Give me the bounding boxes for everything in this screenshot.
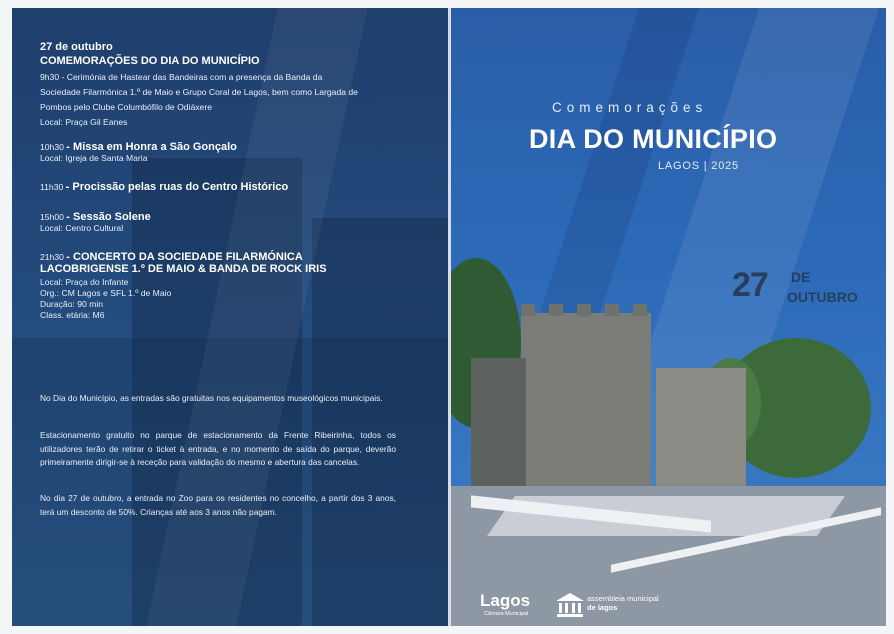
event-location: Local: Centro Cultural <box>40 223 124 233</box>
event-title: Procissão pelas ruas do Centro Histórico <box>72 181 289 193</box>
assembly-logo-line2: de lagos <box>587 603 618 612</box>
day-preposition: DE <box>791 269 811 285</box>
merlon <box>633 304 647 316</box>
event-title: Missa em Honra a São Gonçalo <box>73 141 237 153</box>
event-mass: 10h30 - Missa em Honra a São Gonçalo Local: Igreja de Santa Maria <box>40 141 237 163</box>
assembly-building-icon <box>555 592 585 618</box>
event-location: Local: Igreja de Santa Maria <box>40 153 148 163</box>
event-time: 10h30 <box>40 142 64 152</box>
ceremony-line: 9h30 - Cerimónia de Hastear das Bandeiras com a presença da Banda da <box>40 72 323 82</box>
event-time: 11h30 <box>40 182 64 192</box>
concert-title-line2: LACOBRIGENSE 1.º DE MAIO & BANDA DE ROCK IRIS <box>40 263 327 275</box>
lagos-logo-text: Lagos <box>480 591 531 610</box>
merlon <box>521 304 535 316</box>
note-parking: Estacionamento gratuito no parque de estacionamento da Frente Ribeirinha, todos os utilizadores terão de retirar o ticket à entrada, e no momento de saída do parque, deverão primeiramente dirigir-se à receção para validação do mesmo e abertura das cancelas. <box>40 430 396 467</box>
event-date: 27 de outubro <box>40 41 113 53</box>
assembly-logo-line1: assembleia municipal <box>587 594 659 603</box>
ceremony-location: Local: Praça Gil Eanes <box>40 117 128 127</box>
event-procession: 11h30 - Procissão pelas ruas do Centro Histórico <box>40 181 289 193</box>
right-panel <box>451 8 886 626</box>
merlon <box>577 304 591 316</box>
event-time: 15h00 <box>40 212 64 222</box>
subtitle: Comemorações <box>552 100 708 115</box>
ceremony-block <box>40 70 358 130</box>
event-session: 15h00 - Sessão Solene Local: Centro Cultural <box>40 211 151 233</box>
concert-age-rating: Class. etária: M6 <box>40 310 105 320</box>
lagos-logo-subtitle: Câmara Municipal <box>484 611 529 617</box>
assembly-logo-text <box>587 594 659 612</box>
note-free-museums: No Dia do Município, as entradas são gratuitas nos equipamentos museológicos municipais. <box>40 393 383 403</box>
day-number: 27 <box>732 266 768 304</box>
commemorations-title: COMEMORAÇÕES DO DIA DO MUNICÍPIO <box>40 55 260 67</box>
concert-location: Local: Praça do Infante <box>40 277 129 287</box>
event-title: Sessão Solene <box>73 211 151 223</box>
castle-wall <box>471 358 526 493</box>
month-name: OUTUBRO <box>787 289 858 305</box>
merlon <box>605 304 619 316</box>
concert-duration: Duração: 90 min <box>40 299 104 309</box>
place-year: LAGOS | 2025 <box>658 160 739 172</box>
castle-tower <box>521 313 651 493</box>
ceremony-line: Sociedade Filarmónica 1.º de Maio e Grupo Coral de Lagos, bem como Largada de <box>40 87 358 97</box>
main-title: DIA DO MUNICÍPIO <box>529 124 778 154</box>
merlon <box>549 304 563 316</box>
note-zoo: No dia 27 de outubro, a entrada no Zoo para os residentes no concelho, a partir dos 3 anos, terá um desconto de 50%. Crianças até aos 3 anos não pagam. <box>40 493 396 517</box>
ceremony-line: Pombos pelo Clube Columbófilo de Odiáxere <box>40 102 212 112</box>
event-time: 21h30 <box>40 252 64 262</box>
event-concert: 21h30 - CONCERTO DA SOCIEDADE FILARMÓNICA LACOBRIGENSE 1.º DE MAIO & BANDA DE ROCK IRIS Local: Praça do Infante Org.: CM Lagos e SFL 1.º de Maio Duração: 90 min Class. etária: M6 <box>40 251 327 320</box>
castle-tower-2 <box>656 368 746 493</box>
concert-organizer: Org.: CM Lagos e SFL 1.º de Maio <box>40 288 172 298</box>
concert-title: CONCERTO DA SOCIEDADE FILARMÓNICA <box>73 251 303 263</box>
